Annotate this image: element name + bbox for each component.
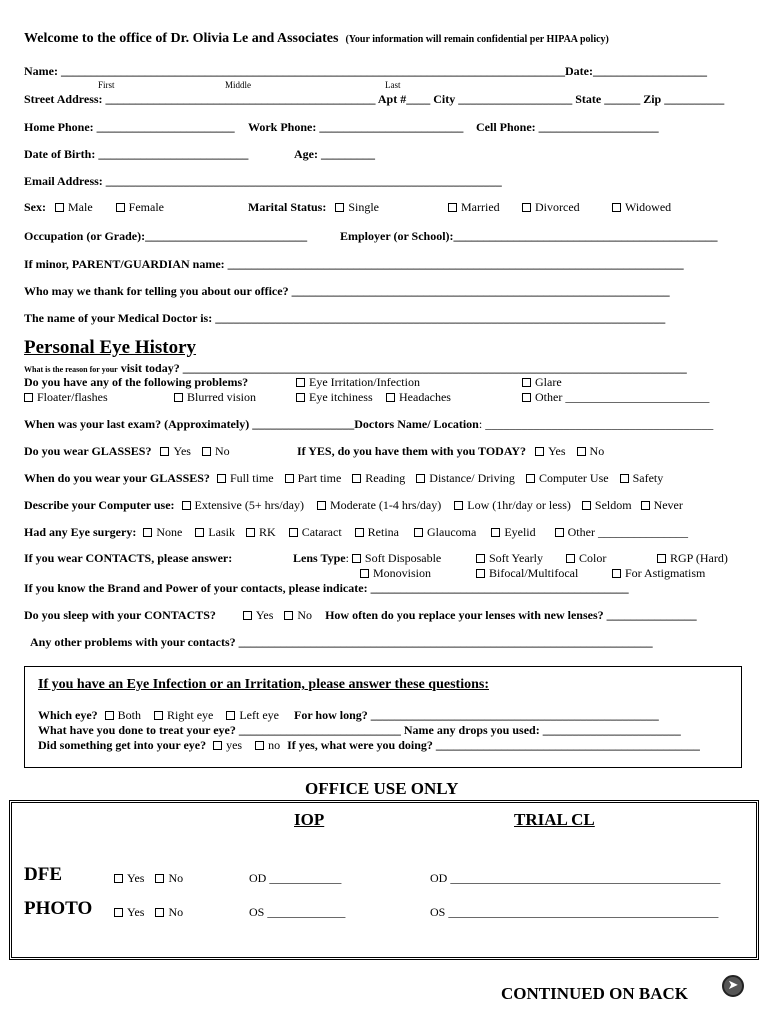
photo-no-checkbox[interactable] bbox=[155, 908, 164, 917]
lens-soft-disposable-checkbox[interactable] bbox=[352, 554, 361, 563]
marital-widowed-label: Widowed bbox=[625, 200, 672, 214]
which-eye-row bbox=[38, 708, 659, 723]
name-middle-caption: Middle bbox=[225, 80, 251, 90]
iop-os-field[interactable]: OS _____________ bbox=[249, 905, 346, 919]
lens-bifocal-checkbox[interactable] bbox=[476, 569, 485, 578]
dfe-yes-checkbox[interactable] bbox=[114, 874, 123, 883]
doctors-name-line[interactable]: : ______________________________________ bbox=[478, 417, 714, 431]
lens-type-option-1: Lens Type: Soft Disposable bbox=[293, 551, 442, 565]
employer-field[interactable]: Employer (or School):____________________________________________ bbox=[340, 229, 718, 243]
eye-left-checkbox[interactable] bbox=[226, 711, 235, 720]
lens-soft-disposable-label: Soft Disposable bbox=[364, 551, 442, 565]
sleep-no-checkbox[interactable] bbox=[284, 611, 293, 620]
eye-right-label: Right eye bbox=[167, 708, 214, 722]
got-into-eye-row bbox=[38, 738, 700, 753]
doctors-name-label: Doctors Name/ Location bbox=[354, 417, 479, 431]
which-eye-question: Which eye? bbox=[38, 708, 98, 722]
replace-lenses-field[interactable]: How often do you replace your lenses with new lenses? _______________ bbox=[325, 608, 697, 622]
referral-field[interactable]: Who may we thank for telling you about our office? _______________________________________________________________ bbox=[24, 284, 670, 298]
blurred-checkbox[interactable] bbox=[174, 393, 183, 402]
sleep-contacts-row bbox=[24, 608, 697, 623]
eye-history-heading: Personal Eye History bbox=[24, 337, 197, 358]
sex-row bbox=[24, 200, 164, 215]
dfe-options bbox=[114, 871, 183, 886]
marital-divorced-option bbox=[522, 200, 580, 215]
headaches-checkbox[interactable] bbox=[386, 393, 395, 402]
welcome-title: Welcome to the office of Dr. Olivia Le and Associates bbox=[24, 31, 339, 46]
marital-label: Marital Status: bbox=[248, 200, 327, 214]
full-time-checkbox[interactable] bbox=[217, 474, 226, 483]
surgery-other-label[interactable]: Other _______________ bbox=[567, 525, 688, 539]
surgery-glaucoma-label: Glaucoma bbox=[427, 525, 477, 539]
problem-glare-option bbox=[522, 375, 562, 390]
glasses-today-yes-checkbox[interactable] bbox=[535, 447, 544, 456]
surgery-rk-checkbox[interactable] bbox=[246, 528, 255, 537]
surgery-cataract-label: Cataract bbox=[301, 525, 342, 539]
got-into-yes-label: yes bbox=[226, 738, 243, 752]
sleep-contacts-question: Do you sleep with your CONTACTS? bbox=[24, 608, 216, 622]
glasses-question: Do you wear GLASSES? bbox=[24, 444, 152, 458]
what-doing-field[interactable]: If yes, what were you doing? ____________________________________________ bbox=[287, 738, 700, 752]
guardian-field[interactable]: If minor, PARENT/GUARDIAN name: ____________________________________________________________________________ bbox=[24, 257, 684, 271]
blurred-label: Blurred vision bbox=[187, 390, 256, 404]
dfe-no-checkbox[interactable] bbox=[155, 874, 164, 883]
safety-label: Safety bbox=[632, 471, 664, 485]
reason-small-label: What is the reason for your bbox=[24, 365, 118, 374]
lens-rgp-label: RGP (Hard) bbox=[670, 551, 728, 565]
surgery-other-checkbox[interactable] bbox=[555, 528, 564, 537]
reading-label: Reading bbox=[365, 471, 406, 485]
other-contact-problems-field[interactable]: Any other problems with your contacts? _____________________________________________________________________ bbox=[30, 635, 653, 649]
sex-female-label: Female bbox=[128, 200, 164, 214]
glasses-yes-label: Yes bbox=[173, 444, 191, 458]
trial-cl-header: TRIAL CL bbox=[514, 810, 595, 829]
surgery-retina-checkbox[interactable] bbox=[355, 528, 364, 537]
other-problem-label[interactable]: Other ________________________ bbox=[535, 390, 710, 404]
drops-used-field[interactable]: Name any drops you used: _______________________ bbox=[403, 723, 681, 737]
lens-astigmatism-option bbox=[612, 566, 705, 581]
surgery-lasik-checkbox[interactable] bbox=[195, 528, 204, 537]
headaches-label: Headaches bbox=[399, 390, 451, 404]
problems-label: Do you have any of the following problems? bbox=[24, 375, 249, 389]
treat-drops-row bbox=[38, 723, 681, 738]
office-use-title: OFFICE USE ONLY bbox=[305, 779, 459, 798]
computer-low-checkbox[interactable] bbox=[454, 501, 463, 510]
computer-seldom-label: Seldom bbox=[594, 498, 632, 512]
marital-married-checkbox[interactable] bbox=[448, 203, 457, 212]
glasses-today-no-label: No bbox=[589, 444, 605, 458]
lens-soft-yearly-checkbox[interactable] bbox=[476, 554, 485, 563]
photo-yes-checkbox[interactable] bbox=[114, 908, 123, 917]
sleep-yes-checkbox[interactable] bbox=[243, 611, 252, 620]
computer-moderate-label: Moderate (1-4 hrs/day) bbox=[329, 498, 442, 512]
glasses-today-row bbox=[297, 444, 604, 459]
glasses-today-yes-label: Yes bbox=[548, 444, 566, 458]
last-exam-field[interactable]: When was your last exam? (Approximately) _________________ bbox=[24, 417, 355, 431]
safety-checkbox[interactable] bbox=[620, 474, 629, 483]
computer-use-label: Computer Use bbox=[538, 471, 609, 485]
problem-other-option bbox=[522, 390, 709, 405]
surgery-rk-label: RK bbox=[259, 525, 276, 539]
eye-both-checkbox[interactable] bbox=[105, 711, 114, 720]
marital-married-option bbox=[448, 200, 500, 215]
how-long-field[interactable]: For how long? ________________________________________________ bbox=[293, 708, 659, 722]
distance-checkbox[interactable] bbox=[416, 474, 425, 483]
computer-use-checkbox[interactable] bbox=[526, 474, 535, 483]
surgery-eyelid-checkbox[interactable] bbox=[491, 528, 500, 537]
home-phone-field[interactable]: Home Phone: _______________________ bbox=[24, 120, 235, 134]
surgery-cataract-checkbox[interactable] bbox=[289, 528, 298, 537]
lens-monovision-label: Monovision bbox=[373, 566, 432, 580]
part-time-checkbox[interactable] bbox=[285, 474, 294, 483]
eye-left-label: Left eye bbox=[239, 708, 279, 722]
glasses-when-row bbox=[24, 471, 663, 486]
work-phone-field[interactable]: Work Phone: ________________________ bbox=[248, 120, 464, 134]
glasses-no-label: No bbox=[214, 444, 230, 458]
photo-yes-label: Yes bbox=[127, 905, 145, 919]
dob-field[interactable]: Date of Birth: _________________________ bbox=[24, 147, 249, 161]
other-problem-checkbox[interactable] bbox=[522, 393, 531, 402]
cl-os-field[interactable]: OS _____________________________________________ bbox=[430, 905, 719, 919]
got-into-no-checkbox[interactable] bbox=[255, 741, 264, 750]
lens-color-option bbox=[566, 551, 606, 566]
eye-surgery-question: Had any Eye surgery: bbox=[24, 525, 137, 539]
eye-right-checkbox[interactable] bbox=[154, 711, 163, 720]
itchiness-label: Eye itchiness bbox=[309, 390, 373, 404]
got-into-no-label: no bbox=[268, 738, 281, 752]
lens-soft-yearly-label: Soft Yearly bbox=[489, 551, 544, 565]
marital-single-label: Single bbox=[348, 200, 379, 214]
eye-surgery-row bbox=[24, 525, 688, 540]
reading-checkbox[interactable] bbox=[352, 474, 361, 483]
contacts-brand-field[interactable]: If you know the Brand and Power of your contacts, please indicate: ___________________________________________ bbox=[24, 581, 629, 595]
problem-floaters-option bbox=[24, 390, 108, 405]
contacts-question: If you wear CONTACTS, please answer: bbox=[24, 551, 233, 565]
computer-never-label: Never bbox=[653, 498, 683, 512]
glare-label: Glare bbox=[535, 375, 562, 389]
computer-low-label: Low (1hr/day or less) bbox=[467, 498, 571, 512]
full-time-label: Full time bbox=[229, 471, 274, 485]
surgery-none-label: None bbox=[156, 525, 183, 539]
reason-rest-label: visit today? ____________________________________________________________________________________ bbox=[120, 361, 687, 375]
marital-row bbox=[248, 200, 379, 215]
glasses-yes-checkbox[interactable] bbox=[160, 447, 169, 456]
last-exam-row[interactable] bbox=[24, 417, 713, 432]
glasses-today-question: If YES, do you have them with you TODAY? bbox=[297, 444, 527, 458]
continued-on-back: CONTINUED ON BACK bbox=[501, 984, 689, 1003]
name-first-caption: First bbox=[98, 80, 115, 90]
computer-seldom-checkbox[interactable] bbox=[582, 501, 591, 510]
arrow-right-circle-icon: ➤ bbox=[722, 975, 744, 997]
floaters-label: Floater/flashes bbox=[37, 390, 108, 404]
lens-color-label: Color bbox=[579, 551, 607, 565]
cell-phone-field[interactable]: Cell Phone: ____________________ bbox=[476, 120, 659, 134]
glare-checkbox[interactable] bbox=[522, 378, 531, 387]
computer-extensive-label: Extensive (5+ hrs/day) bbox=[194, 498, 304, 512]
irritation-checkbox[interactable] bbox=[296, 378, 305, 387]
iop-od-field[interactable]: OD ____________ bbox=[249, 871, 342, 885]
lens-astigmatism-label: For Astigmatism bbox=[625, 566, 706, 580]
lens-mono-option bbox=[360, 566, 431, 581]
eye-both-label: Both bbox=[117, 708, 142, 722]
problem-irritation-option bbox=[296, 375, 420, 390]
email-field[interactable]: Email Address: __________________________________________________________________ bbox=[24, 174, 502, 188]
dfe-no-label: No bbox=[168, 871, 184, 885]
problem-blurred-option bbox=[174, 390, 256, 405]
lens-rgp-option bbox=[657, 551, 728, 566]
floaters-checkbox[interactable] bbox=[24, 393, 33, 402]
computer-use-question: Describe your Computer use: bbox=[24, 498, 175, 512]
sex-female-checkbox[interactable] bbox=[116, 203, 125, 212]
photo-label: PHOTO bbox=[24, 898, 93, 919]
name-date-line[interactable]: Name: ____________________________________________________________________________________Date:___________________ bbox=[24, 64, 707, 78]
got-into-eye-question: Did something get into your eye? bbox=[38, 738, 207, 752]
when-glasses-question: When do you wear your GLASSES? bbox=[24, 471, 210, 485]
computer-never-checkbox[interactable] bbox=[641, 501, 650, 510]
surgery-lasik-label: Lasik bbox=[208, 525, 236, 539]
sex-male-checkbox[interactable] bbox=[55, 203, 64, 212]
surgery-retina-label: Retina bbox=[367, 525, 399, 539]
form-header bbox=[24, 31, 609, 47]
confidential-note: (Your information will remain confidential per HIPAA policy) bbox=[345, 34, 609, 45]
sex-male-label: Male bbox=[68, 200, 93, 214]
computer-use-row bbox=[24, 498, 683, 513]
lens-soft-yearly-option bbox=[476, 551, 543, 566]
surgery-glaucoma-checkbox[interactable] bbox=[414, 528, 423, 537]
marital-divorced-checkbox[interactable] bbox=[522, 203, 531, 212]
iop-header: IOP bbox=[294, 810, 325, 829]
marital-divorced-label: Divorced bbox=[535, 200, 580, 214]
lens-astigmatism-checkbox[interactable] bbox=[612, 569, 621, 578]
photo-options bbox=[114, 905, 183, 920]
dfe-yes-label: Yes bbox=[127, 871, 145, 885]
lens-color-checkbox[interactable] bbox=[566, 554, 575, 563]
sex-label: Sex: bbox=[24, 200, 46, 214]
marital-widowed-checkbox[interactable] bbox=[612, 203, 621, 212]
infection-heading: If you have an Eye Infection or an Irritation, please answer these questions: bbox=[38, 677, 489, 692]
itchiness-checkbox[interactable] bbox=[296, 393, 305, 402]
problem-itchiness-option bbox=[296, 390, 373, 405]
lens-rgp-checkbox[interactable] bbox=[657, 554, 666, 563]
surgery-none-checkbox[interactable] bbox=[143, 528, 152, 537]
cl-od-field[interactable]: OD _____________________________________________ bbox=[430, 871, 721, 885]
glasses-no-checkbox[interactable] bbox=[202, 447, 211, 456]
sleep-no-label: No bbox=[297, 608, 313, 622]
reason-for-visit-field[interactable] bbox=[24, 361, 687, 376]
marital-single-checkbox[interactable] bbox=[335, 203, 344, 212]
lens-bifocal-option bbox=[476, 566, 578, 581]
dfe-label: DFE bbox=[24, 864, 62, 885]
surgery-eyelid-label: Eyelid bbox=[504, 525, 536, 539]
treat-eye-field[interactable]: What have you done to treat your eye? ___________________________ bbox=[38, 723, 401, 737]
distance-label: Distance/ Driving bbox=[429, 471, 515, 485]
glasses-row bbox=[24, 444, 230, 459]
occupation-field[interactable]: Occupation (or Grade):___________________________ bbox=[24, 229, 308, 243]
street-address-line[interactable]: Street Address: _____________________________________________ Apt #____ City ___________________ State ______ Zip __________ bbox=[24, 92, 725, 106]
lens-monovision-checkbox[interactable] bbox=[360, 569, 369, 578]
medical-doctor-field[interactable]: The name of your Medical Doctor is: ___________________________________________________________________________ bbox=[24, 311, 666, 325]
marital-married-label: Married bbox=[461, 200, 500, 214]
sleep-yes-label: Yes bbox=[255, 608, 274, 622]
glasses-today-no-checkbox[interactable] bbox=[577, 447, 586, 456]
computer-moderate-checkbox[interactable] bbox=[317, 501, 326, 510]
photo-no-label: No bbox=[168, 905, 184, 919]
lens-bifocal-label: Bifocal/Multifocal bbox=[489, 566, 579, 580]
marital-widowed-option bbox=[612, 200, 671, 215]
age-field[interactable]: Age: _________ bbox=[294, 147, 375, 161]
name-last-caption: Last bbox=[385, 80, 401, 90]
got-into-yes-checkbox[interactable] bbox=[213, 741, 222, 750]
irritation-label: Eye Irritation/Infection bbox=[309, 375, 420, 389]
part-time-label: Part time bbox=[297, 471, 342, 485]
computer-extensive-checkbox[interactable] bbox=[182, 501, 191, 510]
problem-headaches-option bbox=[386, 390, 451, 405]
lens-type-label: Lens Type bbox=[293, 551, 346, 565]
